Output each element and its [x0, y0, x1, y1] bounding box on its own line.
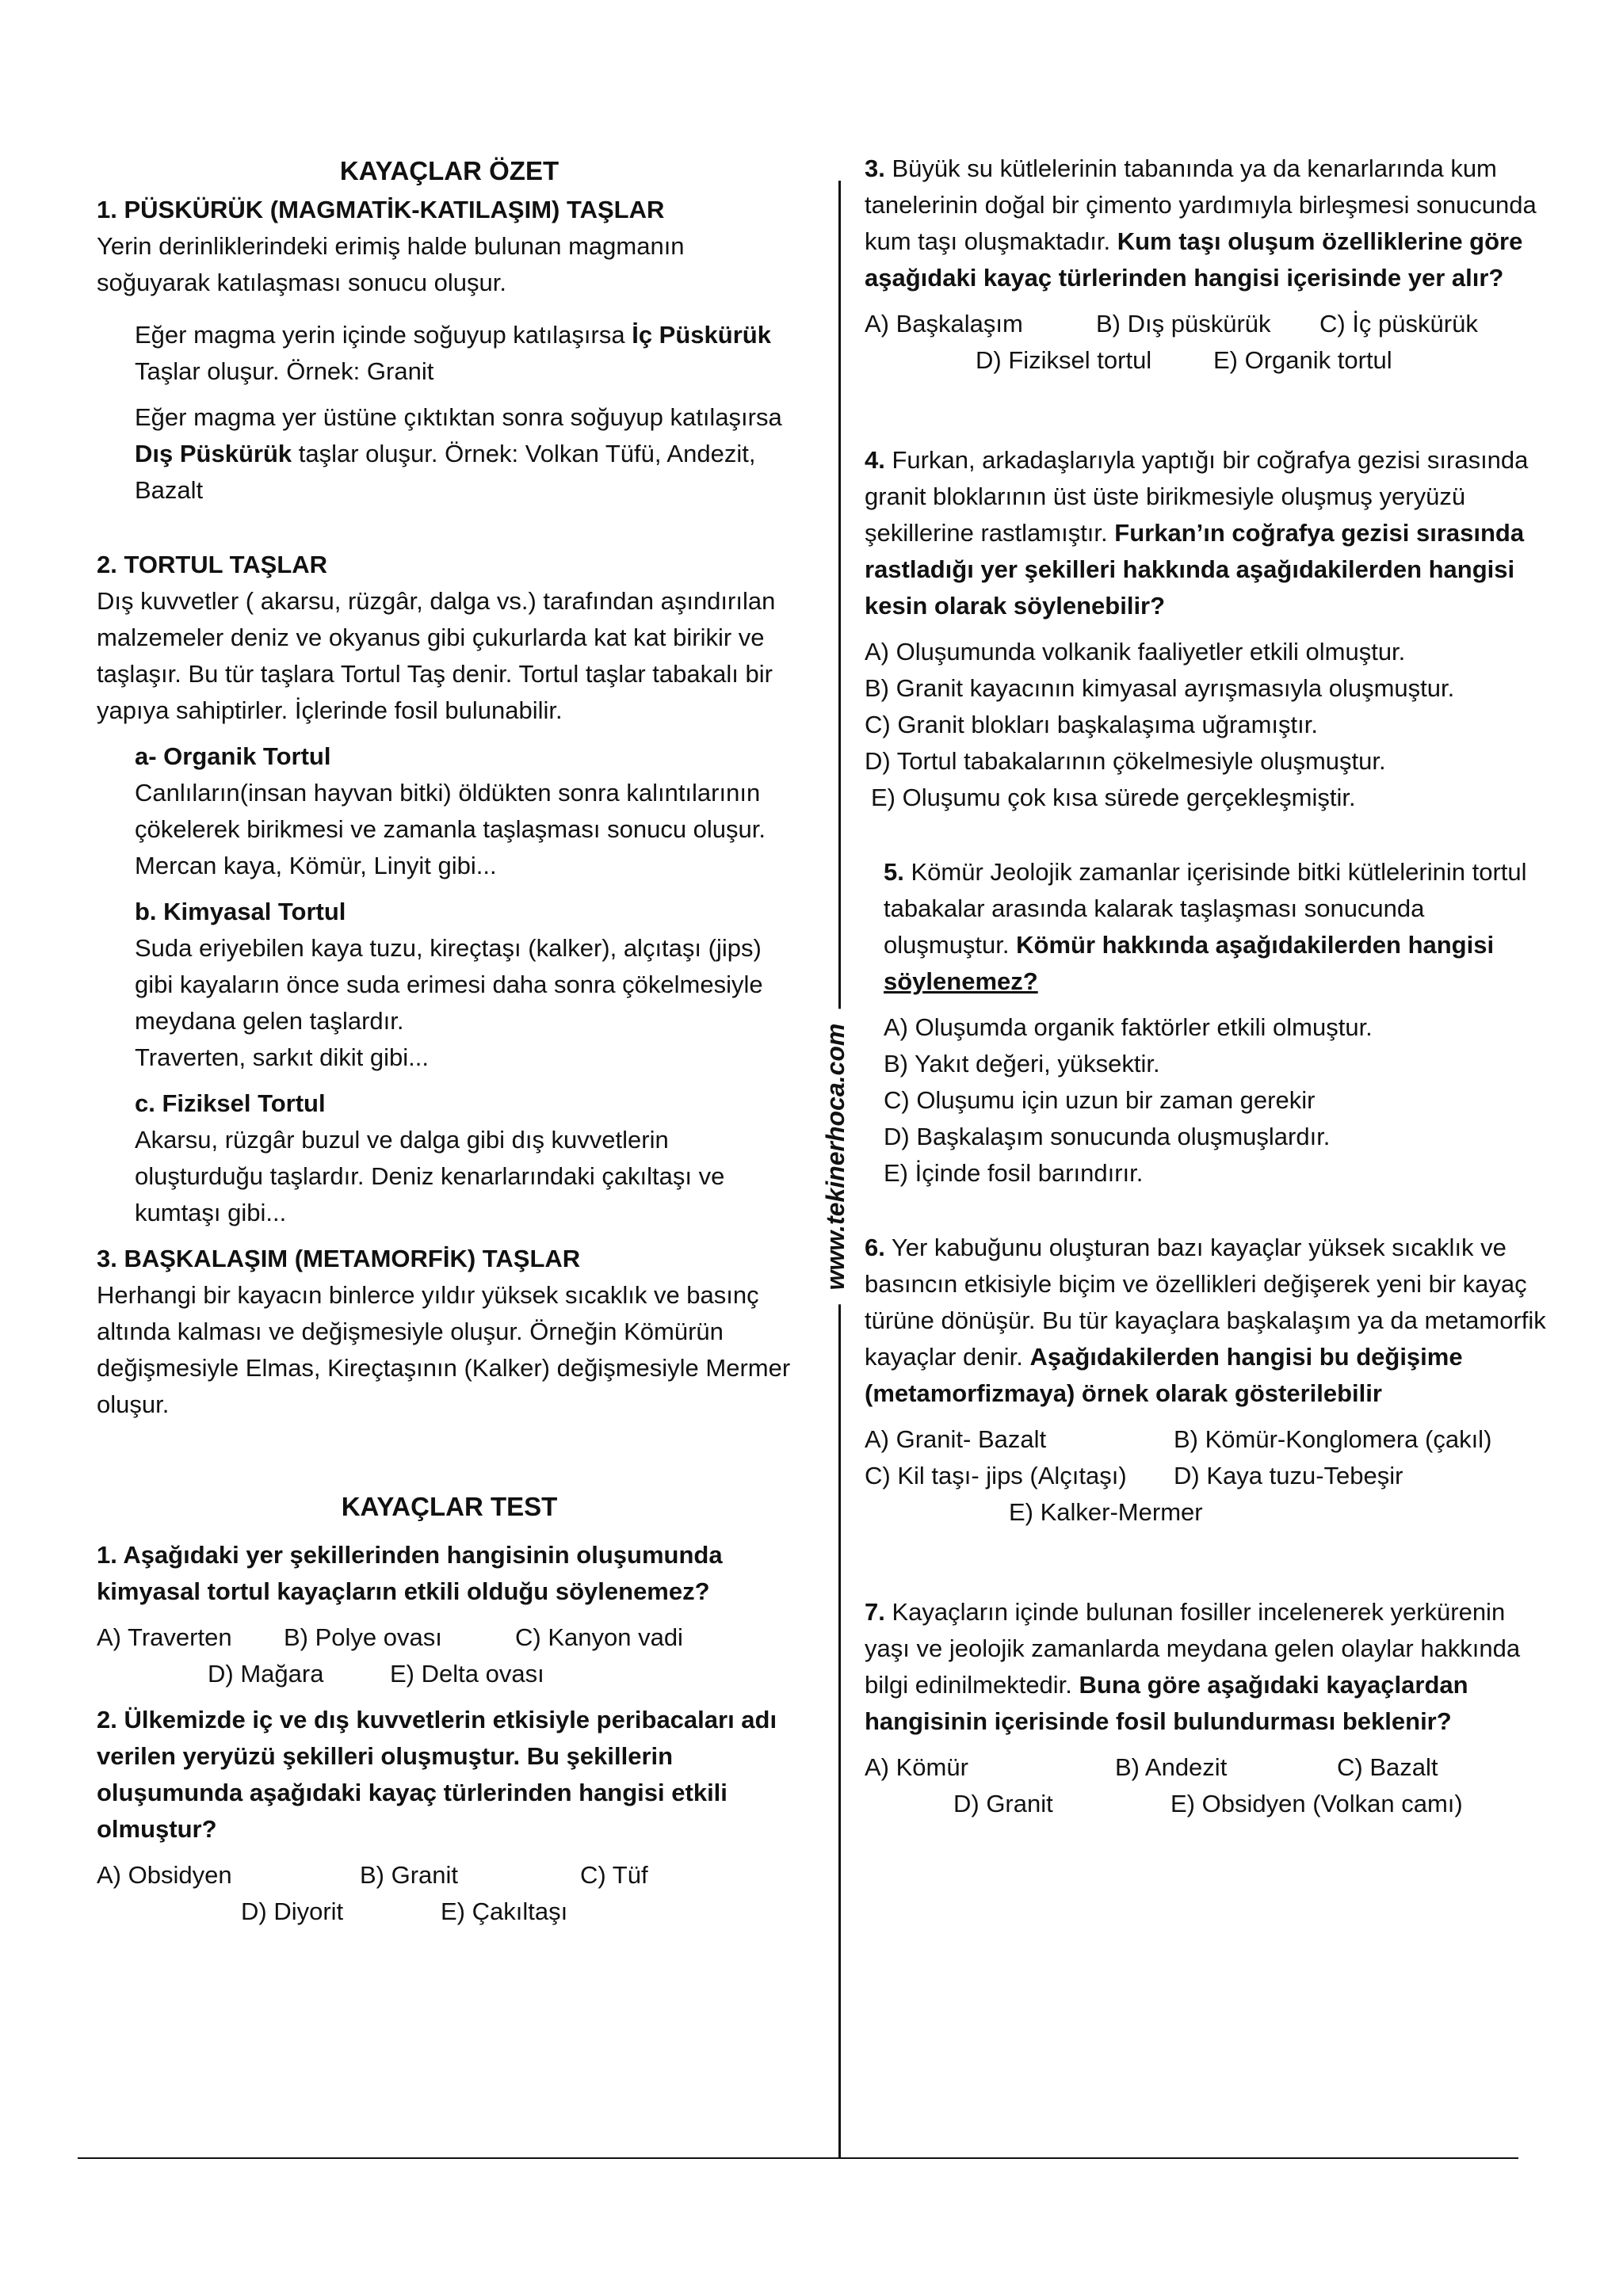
left-column [97, 151, 802, 1930]
q3-option-d[interactable]: D) Fiziksel tortul [976, 346, 1152, 374]
question-1-options-row2 [97, 1656, 802, 1692]
q5-option-a[interactable]: A) Oluşumda organik faktörler etkili olmuştur. [884, 1013, 1373, 1041]
q4-option-b[interactable]: B) Granit kayacının kimyasal ayrışmasıyla oluşmuştur. [865, 674, 1455, 702]
q1-option-c[interactable]: C) Kanyon vadi [515, 1623, 683, 1651]
q3-option-b[interactable]: B) Dış püskürük [1096, 310, 1271, 338]
fiziksel-tortul-heading: c. Fiziksel Tortul [135, 1089, 326, 1117]
question-1-options-row1 [97, 1619, 802, 1656]
q1-option-e[interactable]: E) Delta ovası [390, 1660, 544, 1688]
question-2-options-row1 [97, 1857, 802, 1894]
q7-option-b[interactable]: B) Andezit [1115, 1753, 1228, 1781]
right-column [865, 151, 1554, 1822]
q4-option-e[interactable]: E) Oluşumu çok kısa sürede gerçekleşmiştir. [871, 784, 1356, 811]
q2-option-d[interactable]: D) Diyorit [241, 1897, 344, 1925]
q5-option-b[interactable]: B) Yakıt değeri, yüksektir. [884, 1050, 1160, 1077]
kimyasal-tortul-heading: b. Kimyasal Tortul [135, 898, 346, 925]
q7-option-d[interactable]: D) Granit [953, 1790, 1053, 1817]
q2-option-c[interactable]: C) Tüf [580, 1861, 648, 1889]
test-title: KAYAÇLAR TEST [341, 1492, 558, 1521]
section-1-dis-puskuruk: Eğer magma yer üstüne çıktıktan sonra soğuyup katılaşırsa Dış Püskürük taşlar oluşur. Örnek: Volkan Tüfü, Andezit, Bazalt [135, 403, 782, 504]
organik-tortul-block [97, 738, 802, 1231]
question-6-options-row3 [865, 1494, 1554, 1531]
q6-option-e[interactable]: E) Kalker-Mermer [1009, 1498, 1203, 1526]
q2-option-b[interactable]: B) Granit [360, 1861, 459, 1889]
q3-option-a[interactable]: A) Başkalaşım [865, 310, 1023, 338]
fiziksel-tortul-text: Akarsu, rüzgâr buzul ve dalga gibi dış kuvvetlerin oluşturduğu taşlardır. Deniz kenarlarındaki çakıltaşı ve kumtaşı gibi... [135, 1126, 725, 1226]
question-1-text: 1. Aşağıdaki yer şekillerinden hangisinin oluşumunda kimyasal tortul kayaçların etkili olduğu söylenemez? [97, 1541, 723, 1605]
question-6-text: 6. Yer kabuğunu oluşturan bazı kayaçlar yüksek sıcaklık ve basıncın etkisiyle biçim ve özellikleri değişerek yeni bir kayaç türüne dönüşür. Bu tür kayaçlara başkalaşım ya da metamorfik kayaçlar denir. Aşağıdakilerden hangisi bu değişime (metamorfizmaya) örnek olarak gösterilebilir [865, 1234, 1546, 1407]
q7-option-c[interactable]: C) Bazalt [1337, 1753, 1438, 1781]
section-1-ic-puskuruk: Eğer magma yerin içinde soğuyup katılaşırsa İç Püskürük Taşlar oluşur. Örnek: Granit [135, 321, 771, 385]
question-3-text: 3. Büyük su kütlelerinin tabanında ya da kenarlarında kum tanelerinin doğal bir çimento yardımıyla birleşmesi sonucunda kum taşı oluşmaktadır. Kum taşı oluşum özelliklerine göre aşağıdaki kayaç türlerinden hangisi içerisinde yer alır? [865, 154, 1537, 292]
q7-option-a[interactable]: A) Kömür [865, 1753, 968, 1781]
question-5-text: 5. Kömür Jeolojik zamanlar içerisinde bitki kütlelerinin tortul tabakalar arasında kalarak taşlaşması sonucunda oluşmuştur. Kömür hakkında aşağıdakilerden hangisi söylenemez? [884, 858, 1527, 995]
question-7-text: 7. Kayaçların içinde bulunan fosiller incelenerek yerkürenin yaşı ve jeolojik zamanlarda meydana gelen olaylar hakkında bilgi edinilmektedir. Buna göre aşağıdaki kayaçlardan hangisinin içerisinde fosil bulundurması beklenir? [865, 1598, 1521, 1735]
q5-option-c[interactable]: C) Oluşumu için uzun bir zaman gerekir [884, 1086, 1316, 1114]
q4-option-a[interactable]: A) Oluşumunda volkanik faaliyetler etkili olmuştur. [865, 638, 1406, 666]
question-2-options-row2 [97, 1894, 802, 1930]
section-3-heading: 3. BAŞKALAŞIM (METAMORFİK) TAŞLAR [97, 1245, 581, 1272]
summary-title: KAYAÇLAR ÖZET [339, 156, 559, 185]
q4-option-d[interactable]: D) Tortul tabakalarının çökelmesiyle oluşmuştur. [865, 747, 1386, 775]
section-1-heading: 1. PÜSKÜRÜK (MAGMATİK-KATILAŞIM) TAŞLAR [97, 196, 665, 223]
section-1-intro: Yerin derinliklerindeki erimiş halde bulunan magmanın soğuyarak katılaşması sonucu oluşur. [97, 232, 685, 296]
question-7-options-row2 [865, 1786, 1554, 1822]
q3-option-c[interactable]: C) İç püskürük [1319, 310, 1478, 338]
q5-option-e[interactable]: E) İçinde fosil barındırır. [884, 1159, 1144, 1187]
organik-tortul-example: Mercan kaya, Kömür, Linyit gibi... [135, 852, 497, 879]
section-3-text: Herhangi bir kayacın binlerce yıldır yüksek sıcaklık ve basınç altında kalması ve değişmesiyle oluşur. Örneğin Kömürün değişmesiyle Elmas, Kireçtaşının (Kalker) değişmesiyle Mermer oluşur. [97, 1281, 791, 1418]
organik-tortul-text: Canlıların(insan hayvan bitki) öldükten sonra kalıntılarının çökelerek birikmesi ve zamanla taşlaşması sonucu oluşur. [135, 779, 766, 843]
kimyasal-tortul-example: Traverten, sarkıt dikit gibi... [135, 1043, 429, 1071]
q1-option-d[interactable]: D) Mağara [208, 1660, 324, 1688]
q5-option-d[interactable]: D) Başkalaşım sonucunda oluşmuşlardır. [884, 1123, 1331, 1150]
question-6-options-row1 [865, 1421, 1554, 1458]
q3-option-e[interactable]: E) Organik tortul [1213, 346, 1392, 374]
q6-option-a[interactable]: A) Granit- Bazalt [865, 1425, 1047, 1453]
q6-option-d[interactable]: D) Kaya tuzu-Tebeşir [1174, 1462, 1403, 1489]
q1-option-b[interactable]: B) Polye ovası [284, 1623, 442, 1651]
question-3-options-row2 [865, 342, 1554, 379]
watermark: www.tekinerhoca.com [819, 1009, 851, 1305]
organik-tortul-heading: a- Organik Tortul [135, 742, 331, 770]
question-7-options-row1 [865, 1749, 1554, 1786]
question-6-options-row2 [865, 1458, 1554, 1494]
q6-option-b[interactable]: B) Kömür-Konglomera (çakıl) [1174, 1425, 1492, 1453]
q7-option-e[interactable]: E) Obsidyen (Volkan camı) [1170, 1790, 1463, 1817]
section-2-intro: Dış kuvvetler ( akarsu, rüzgâr, dalga vs.) tarafından aşındırılan malzemeler deniz ve okyanus gibi çukurlarda kat kat birikir ve taşlaşır. Bu tür taşlara Tortul Taş denir. Tortul taşlar tabakalı bir yapıya sahiptirler. İçlerinde fosil bulunabilir. [97, 587, 776, 724]
q1-option-a[interactable]: A) Traverten [97, 1623, 232, 1651]
q6-option-c[interactable]: C) Kil taşı- jips (Alçıtaşı) [865, 1462, 1127, 1489]
bottom-rule [78, 2157, 1518, 2159]
question-3-options-row1 [865, 306, 1554, 342]
q2-option-e[interactable]: E) Çakıltaşı [441, 1897, 568, 1925]
q2-option-a[interactable]: A) Obsidyen [97, 1861, 232, 1889]
section-2-heading: 2. TORTUL TAŞLAR [97, 551, 328, 578]
question-2-text: 2. Ülkemizde iç ve dış kuvvetlerin etkisiyle peribacaları adı verilen yeryüzü şekilleri oluşmuştur. Bu şekillerin oluşumunda aşağıdaki kayaç türlerinden hangisi etkili olmuştur? [97, 1706, 777, 1843]
kimyasal-tortul-text: Suda eriyebilen kaya tuzu, kireçtaşı (kalker), alçıtaşı (jips) gibi kayaların önce suda erimesi daha sonra çökelmesiyle meydana gelen taşlardır. [135, 934, 763, 1035]
question-4-text: 4. Furkan, arkadaşlarıyla yaptığı bir coğrafya gezisi sırasında granit bloklarının üst üste birikmesiyle oluşmuş yeryüzü şekillerine rastlamıştır. Furkan’ın coğrafya gezisi sırasında rastladığı yer şekilleri hakkında aşağıdakilerden hangisi kesin olarak söylenebilir? [865, 446, 1529, 620]
question-5-block [865, 854, 1554, 1192]
q4-option-c[interactable]: C) Granit blokları başkalaşıma uğramıştır. [865, 711, 1318, 738]
